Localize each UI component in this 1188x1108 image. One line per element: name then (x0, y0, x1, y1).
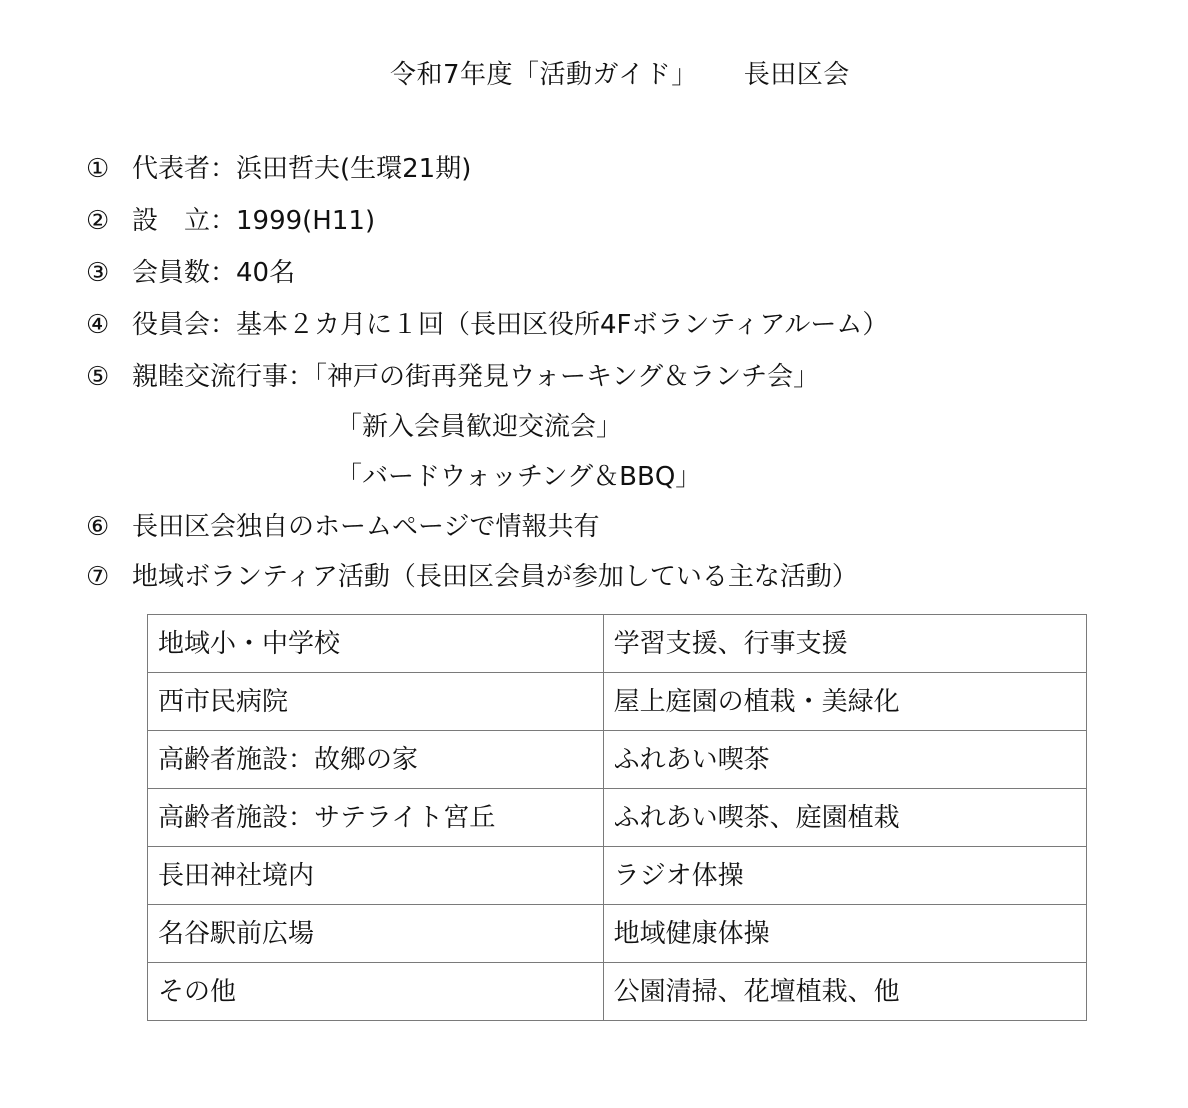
item-text: 役員会：基本２カ月に１回（長田区役所4Fボランティアルーム） (132, 310, 889, 340)
table-row (148, 905, 1087, 963)
item-text: 親睦交流行事：「神戸の街再発見ウォーキング＆ランチ会」 (132, 362, 820, 392)
title-text: 令和7年度「活動ガイド」 (390, 60, 698, 90)
item-number: ④ (86, 310, 110, 340)
table-row (148, 789, 1087, 847)
activity-cell: 学習支援、行事支援 (603, 615, 1086, 673)
list-item-homepage (86, 506, 599, 543)
item-text: 設 立：1999(H11) (132, 206, 376, 236)
table-row (148, 615, 1087, 673)
table-row (148, 731, 1087, 789)
list-item-volunteer (86, 556, 858, 593)
place-cell: その他 (148, 963, 604, 1021)
item-number: ⑤ (86, 362, 110, 392)
item-number: ⑦ (86, 562, 110, 592)
item-text: 地域ボランティア活動（長田区会員が参加している主な活動） (132, 562, 858, 592)
place-cell: 名谷駅前広場 (148, 905, 604, 963)
item-text: 代表者：浜田哲夫(生環21期) (132, 154, 472, 184)
list-item-members (86, 252, 295, 289)
item-text: 会員数：40名 (132, 258, 296, 288)
item-text: 長田区会独自のホームページで情報共有 (132, 512, 600, 542)
activity-cell: ラジオ体操 (603, 847, 1086, 905)
activity-cell: 地域健康体操 (603, 905, 1086, 963)
list-item-representative (86, 148, 471, 185)
activity-cell: ふれあい喫茶、庭園植栽 (603, 789, 1086, 847)
list-item-social-events (86, 356, 819, 393)
table-row (148, 963, 1087, 1021)
table-row (148, 673, 1087, 731)
place-cell: 高齢者施設：故郷の家 (148, 731, 604, 789)
volunteer-activities-table (147, 614, 1087, 1021)
event-birdwatching-bbq: 「バードウォッチング＆BBQ」 (336, 462, 702, 492)
table-row (148, 847, 1087, 905)
place-cell: 西市民病院 (148, 673, 604, 731)
place-cell: 長田神社境内 (148, 847, 604, 905)
item-number: ⑥ (86, 512, 110, 542)
document-title (390, 54, 850, 91)
activity-cell: 屋上庭園の植栽・美緑化 (603, 673, 1086, 731)
item-number: ① (86, 154, 110, 184)
activity-cell: 公園清掃、花壇植栽、他 (603, 963, 1086, 1021)
item-number: ③ (86, 258, 110, 288)
branch-name: 長田区会 (743, 60, 850, 90)
activity-cell: ふれあい喫茶 (603, 731, 1086, 789)
event-newcomer-welcome: 「新入会員歓迎交流会」 (336, 412, 623, 442)
place-cell: 地域小・中学校 (148, 615, 604, 673)
list-item-established (86, 200, 375, 237)
list-item-board-meeting (86, 304, 888, 341)
place-cell: 高齢者施設：サテライト宮丘 (148, 789, 604, 847)
item-number: ② (86, 206, 110, 236)
